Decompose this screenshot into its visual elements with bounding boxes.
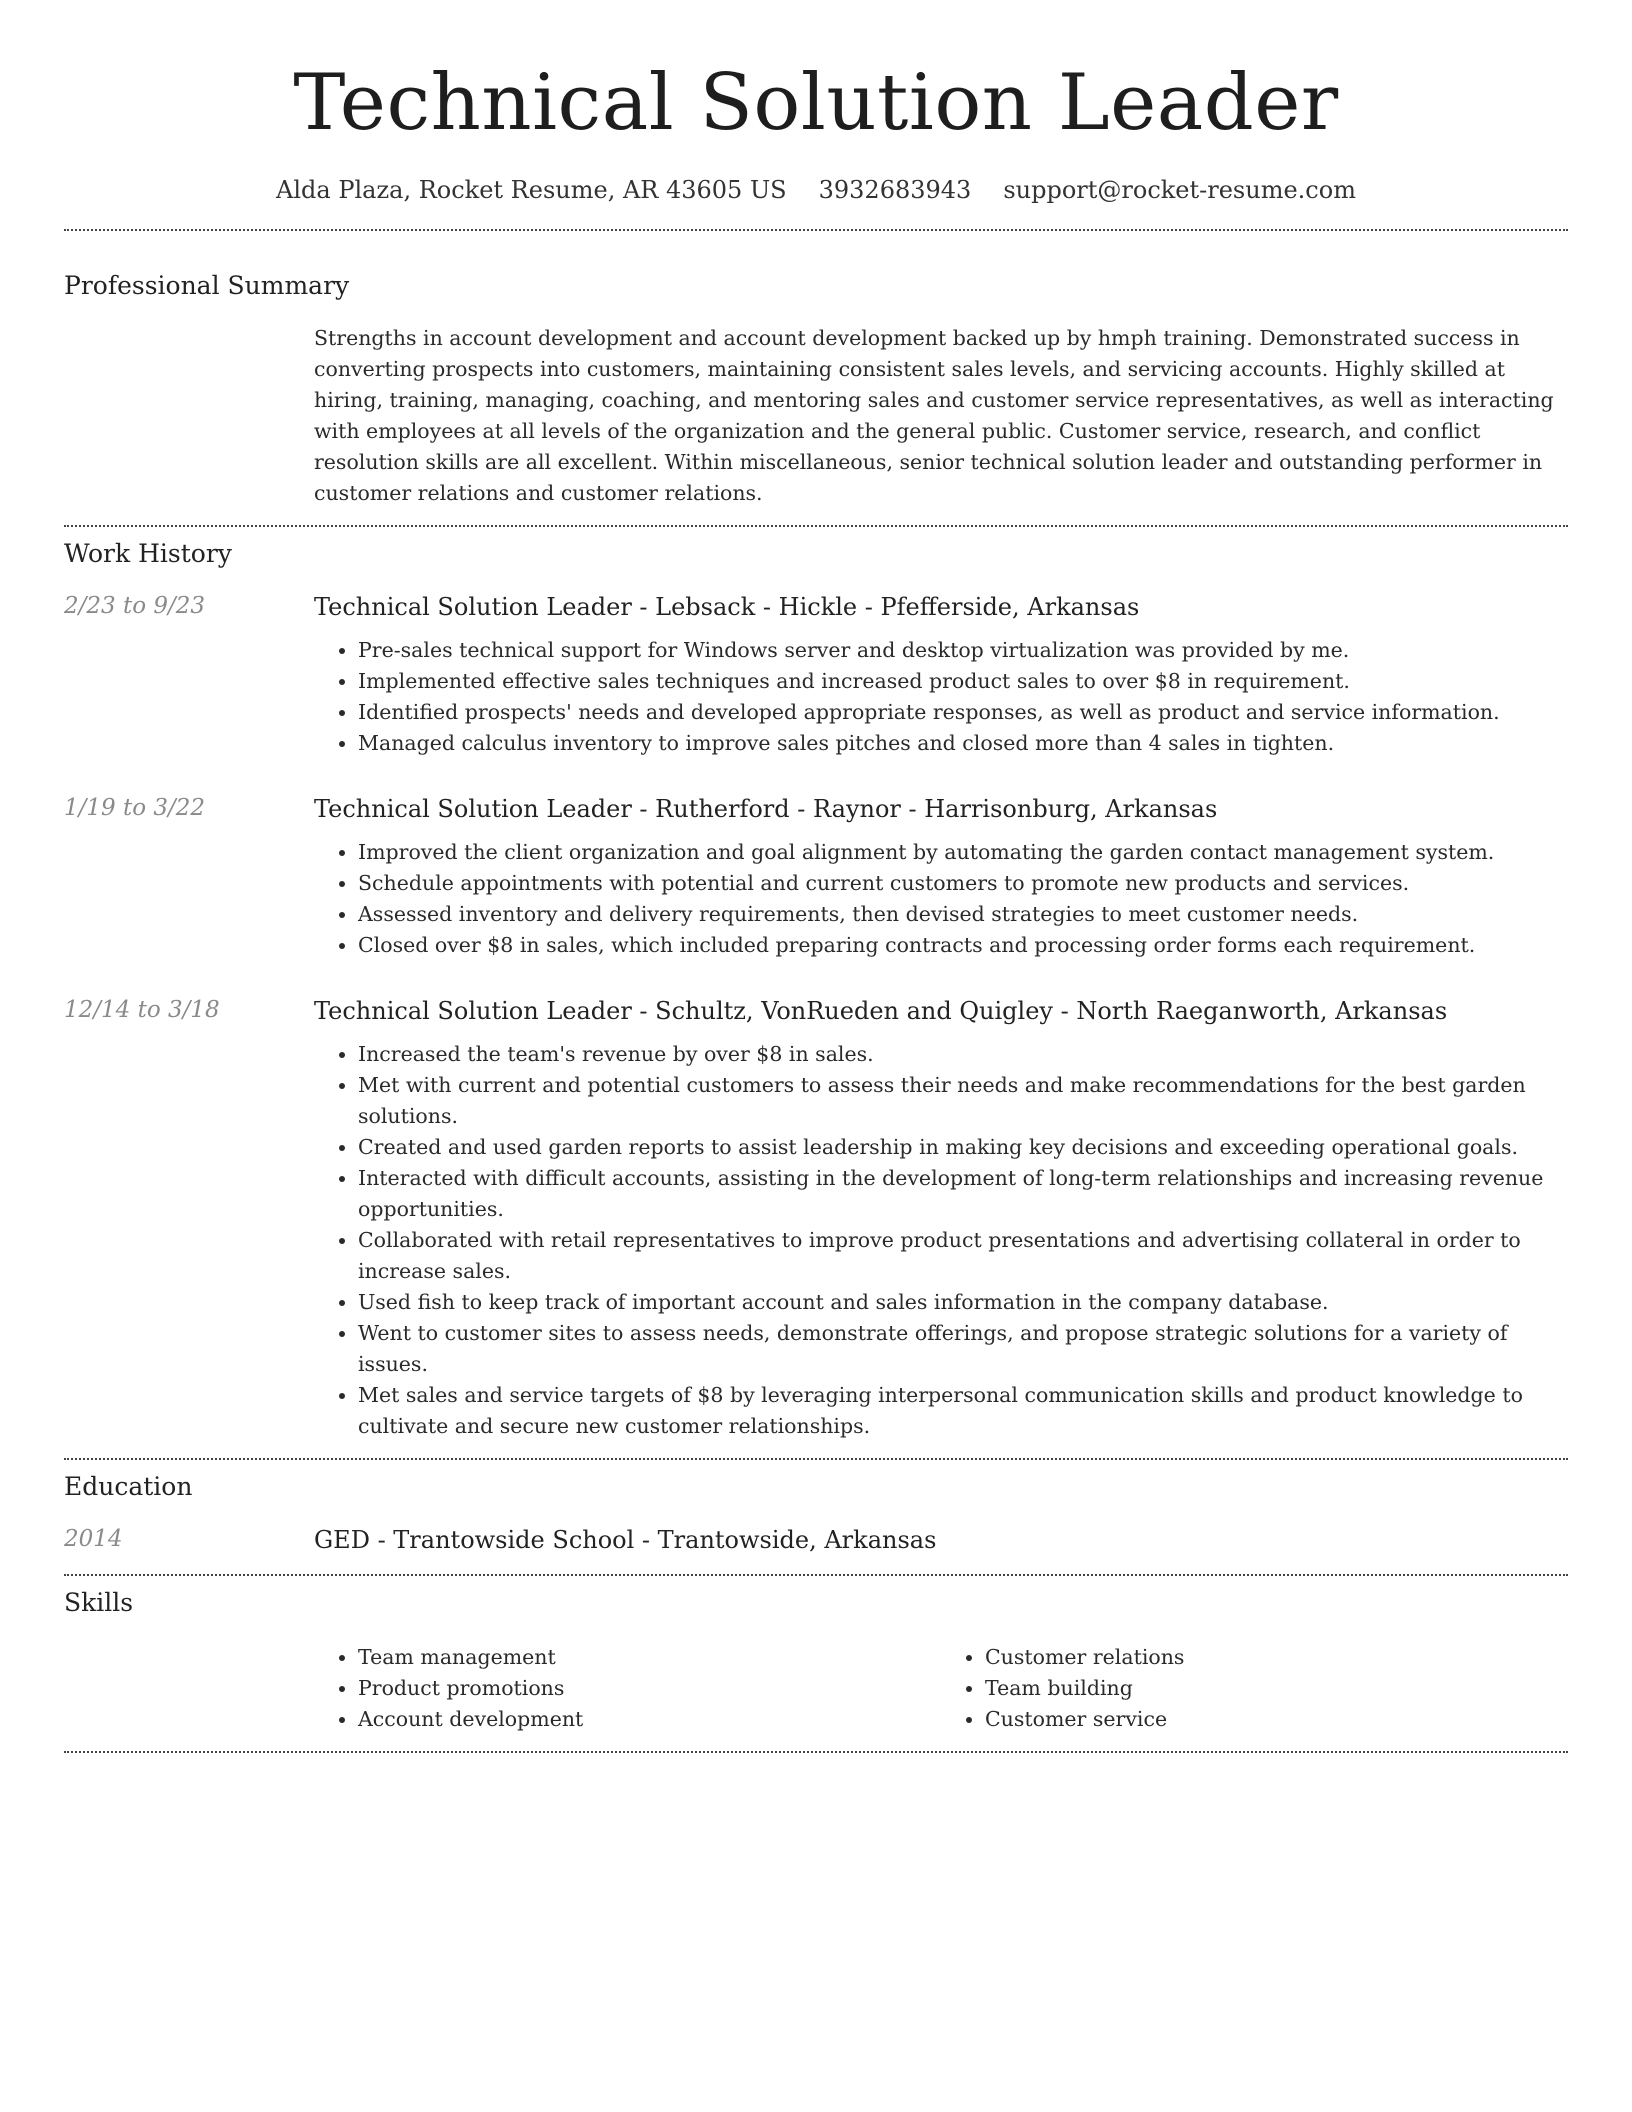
list-item: • Met sales and service targets of $8 by leveraging interpersonal communication skills and product knowledge to cultivate and secure new customer relationships.	[358, 1380, 1568, 1442]
education-heading: Education	[64, 1472, 193, 1501]
skills-list-right	[941, 1642, 1568, 1735]
list-item: • Identified prospects' needs and developed appropriate responses, as well as product and service information.	[358, 697, 1568, 728]
list-item: • Improved the client organization and goal alignment by automating the garden contact management system.	[358, 837, 1568, 868]
resume-page	[64, 0, 1568, 1753]
list-item: • Team building	[985, 1673, 1568, 1704]
divider	[64, 525, 1568, 527]
job-bullets	[314, 837, 1568, 961]
summary-section	[64, 271, 1568, 509]
work-history-section	[64, 539, 1568, 1442]
education-section	[64, 1472, 1568, 1554]
list-item: • Collaborated with retail representatives to improve product presentations and advertising collateral in order to increase sales.	[358, 1225, 1568, 1287]
job-heading: Technical Solution Leader - Rutherford - Raynor - Harrisonburg, Arkansas	[314, 795, 1218, 823]
list-item: • Implemented effective sales techniques and increased product sales to over $8 in requirement.	[358, 666, 1568, 697]
list-item: • Customer relations	[985, 1642, 1568, 1673]
summary-text: Strengths in account development and account development backed up by hmph training. Demonstrated success in converting prospects into customers, maintaining consistent sales levels, and servicing accounts. Highly skilled at hiring, training, managing, coaching, and mentoring sales and customer service representatives, as well as interacting with employees at all levels of the organization and the general public. Customer service, research, and conflict resolution skills are all excellent. Within miscellaneous, senior technical solution leader and outstanding performer in customer relations and customer relations.	[314, 326, 1554, 505]
contact-address: Alda Plaza, Rocket Resume, AR 43605 US	[276, 176, 787, 204]
divider	[64, 1458, 1568, 1460]
skills-grid	[314, 1642, 1568, 1735]
job-dates: 2/23 to 9/23	[64, 593, 206, 619]
list-item: • Managed calculus inventory to improve sales pitches and closed more than 4 sales in tighten.	[358, 728, 1568, 759]
job-entry	[64, 593, 1568, 759]
list-item: • Closed over $8 in sales, which included preparing contracts and processing order forms each requirement.	[358, 930, 1568, 961]
education-year: 2014	[64, 1526, 123, 1552]
work-history-heading: Work History	[64, 539, 232, 568]
list-item: • Increased the team's revenue by over $8 in sales.	[358, 1039, 1568, 1070]
list-item: • Used fish to keep track of important account and sales information in the company database.	[358, 1287, 1568, 1318]
education-heading-text: GED - Trantowside School - Trantowside, Arkansas	[314, 1526, 937, 1554]
summary-heading: Professional Summary	[64, 271, 350, 300]
contact-email: support@rocket-resume.com	[1003, 176, 1356, 204]
job-entry	[64, 997, 1568, 1442]
list-item: • Created and used garden reports to assist leadership in making key decisions and exceeding operational goals.	[358, 1132, 1568, 1163]
list-item: • Schedule appointments with potential and current customers to promote new products and services.	[358, 868, 1568, 899]
job-dates: 12/14 to 3/18	[64, 997, 220, 1023]
list-item: • Account development	[358, 1704, 941, 1735]
job-entry	[64, 795, 1568, 961]
divider	[64, 1574, 1568, 1576]
list-item: • Product promotions	[358, 1673, 941, 1704]
education-entry	[64, 1526, 1568, 1554]
job-heading: Technical Solution Leader - Lebsack - Hickle - Pfefferside, Arkansas	[314, 593, 1140, 621]
skills-section	[64, 1588, 1568, 1735]
contact-phone: 3932683943	[818, 176, 972, 204]
list-item: • Pre-sales technical support for Windows server and desktop virtualization was provided by me.	[358, 635, 1568, 666]
list-item: • Team management	[358, 1642, 941, 1673]
skills-list-left	[314, 1642, 941, 1735]
skills-heading: Skills	[64, 1588, 134, 1617]
divider	[64, 1751, 1568, 1753]
resume-header	[64, 0, 1568, 204]
candidate-name: Technical Solution Leader	[293, 58, 1339, 148]
contact-line	[64, 176, 1568, 204]
list-item: • Customer service	[985, 1704, 1568, 1735]
divider	[64, 229, 1568, 231]
list-item: • Interacted with difficult accounts, assisting in the development of long-term relationships and increasing revenue opportunities.	[358, 1163, 1568, 1225]
list-item: • Met with current and potential customers to assess their needs and make recommendations for the best garden solutions.	[358, 1070, 1568, 1132]
job-dates: 1/19 to 3/22	[64, 795, 206, 821]
list-item: • Assessed inventory and delivery requirements, then devised strategies to meet customer needs.	[358, 899, 1568, 930]
job-bullets	[314, 635, 1568, 759]
job-heading: Technical Solution Leader - Schultz, VonRueden and Quigley - North Raeganworth, Arkansas	[314, 997, 1448, 1025]
list-item: • Went to customer sites to assess needs, demonstrate offerings, and propose strategic solutions for a variety of issues.	[358, 1318, 1568, 1380]
job-bullets	[314, 1039, 1568, 1442]
